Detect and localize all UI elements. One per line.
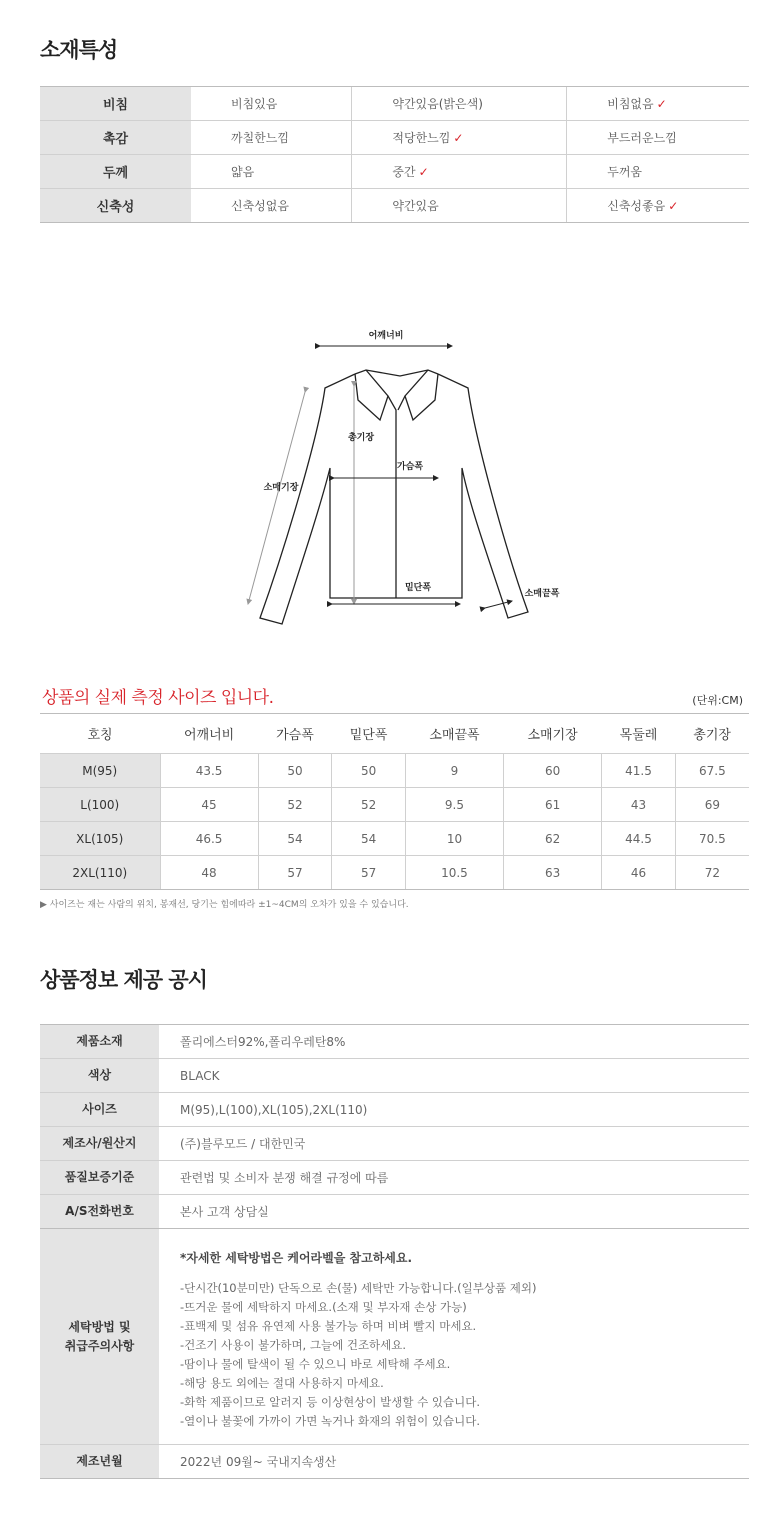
- label-shoulder: 어깨너비: [368, 331, 404, 341]
- material-option-label: 중간: [392, 165, 416, 179]
- material-option: [352, 87, 567, 121]
- size-cell: 43: [602, 788, 676, 822]
- size-cell: 54: [258, 822, 332, 856]
- size-col-header: 소매기장: [504, 714, 602, 754]
- material-option: [191, 87, 352, 121]
- size-cell: 9.5: [405, 788, 503, 822]
- wash-line: -단시간(10분미만) 단독으로 손(물) 세탁만 가능합니다.(일부상품 제외): [180, 1281, 537, 1295]
- material-option: [191, 121, 352, 155]
- size-cell: 41.5: [602, 754, 676, 788]
- material-option: [352, 155, 567, 189]
- size-cell: 72: [675, 856, 749, 890]
- check-icon: ✓: [656, 97, 667, 111]
- wash-title: *자세한 세탁방법은 케어라벨을 참고하세요.: [180, 1251, 413, 1265]
- size-cell: 62: [504, 822, 602, 856]
- size-cell: 43.5: [160, 754, 258, 788]
- material-option: [191, 155, 352, 189]
- measurement-diagram: [230, 318, 590, 638]
- info-row: [40, 1195, 749, 1229]
- material-option: [352, 189, 567, 223]
- size-heading: 상품의 실제 측정 사이즈 입니다.: [42, 688, 274, 708]
- label-cuff: 소매끝폭: [524, 589, 560, 599]
- size-col-header: 가슴폭: [258, 714, 332, 754]
- material-option: [567, 121, 749, 155]
- material-row: [40, 87, 749, 121]
- material-option-label: 부드러운느낌: [607, 131, 677, 145]
- label-chest: 가슴폭: [396, 462, 424, 472]
- size-row: [40, 822, 749, 856]
- material-option: [352, 121, 567, 155]
- info-key: A/S전화번호: [40, 1195, 159, 1229]
- info-key: 제조사/원산지: [40, 1127, 159, 1161]
- size-cell: 60: [504, 754, 602, 788]
- material-row-label: 두께: [40, 155, 191, 189]
- material-option-label: 까칠한느낌: [231, 131, 289, 145]
- size-row-name: 2XL(110): [40, 856, 160, 890]
- size-cell: 57: [258, 856, 332, 890]
- info-row: [40, 1161, 749, 1195]
- label-hem: 밑단폭: [404, 583, 432, 593]
- size-cell: 67.5: [675, 754, 749, 788]
- material-option-label: 약간있음: [392, 199, 439, 213]
- material-row-label: 신축성: [40, 189, 191, 223]
- wash-line: -화학 제품이므로 알러지 등 이상현상이 발생할 수 있습니다.: [180, 1395, 481, 1409]
- size-cell: 61: [504, 788, 602, 822]
- size-col-header: 어깨너비: [160, 714, 258, 754]
- material-row: [40, 189, 749, 223]
- info-value: 관련법 및 소비자 분쟁 해결 규정에 따름: [159, 1161, 749, 1195]
- size-note: ▶ 사이즈는 재는 사람의 위치, 봉재선, 당기는 힘에따라 ±1~4CM의 오차가 있을 수 있습니다.: [40, 900, 409, 910]
- wash-lines: [180, 1279, 749, 1431]
- size-cell: 54: [332, 822, 406, 856]
- size-cell: 52: [332, 788, 406, 822]
- size-cell: 44.5: [602, 822, 676, 856]
- wash-line: -열이나 불꽃에 가까이 가면 녹거나 화재의 위험이 있습니다.: [180, 1414, 481, 1428]
- size-table: [40, 713, 749, 890]
- material-option-label: 약간있음(밝은색): [392, 97, 483, 111]
- size-col-header: 소매끝폭: [405, 714, 503, 754]
- size-col-header: 목둘레: [602, 714, 676, 754]
- size-cell: 63: [504, 856, 602, 890]
- material-option-label: 신축성좋음: [607, 199, 666, 213]
- wash-key-line1: 세탁방법 및: [68, 1319, 131, 1334]
- info-value-wash: [159, 1229, 749, 1445]
- info-key: 제품소재: [40, 1025, 159, 1059]
- size-row-name: M(95): [40, 754, 160, 788]
- check-icon: ✓: [418, 165, 429, 179]
- info-row-date: [40, 1445, 749, 1479]
- size-cell: 50: [332, 754, 406, 788]
- info-row: [40, 1025, 749, 1059]
- material-table: [40, 86, 749, 223]
- material-option-label: 신축성없음: [231, 199, 289, 213]
- size-cell: 46: [602, 856, 676, 890]
- info-row: [40, 1059, 749, 1093]
- size-cell: 50: [258, 754, 332, 788]
- size-col-header: 호칭: [40, 714, 160, 754]
- size-unit: (단위:CM): [692, 694, 743, 707]
- size-cell: 10.5: [405, 856, 503, 890]
- material-option: [191, 189, 352, 223]
- info-key: 사이즈: [40, 1093, 159, 1127]
- material-option: [567, 189, 749, 223]
- material-option-label: 두꺼움: [607, 165, 643, 179]
- info-row-wash: [40, 1229, 749, 1445]
- info-row: [40, 1127, 749, 1161]
- size-cell: 46.5: [160, 822, 258, 856]
- product-info-table: [40, 1024, 749, 1479]
- size-cell: 48: [160, 856, 258, 890]
- check-icon: ✓: [453, 131, 464, 145]
- size-row: [40, 788, 749, 822]
- info-key-wash: [40, 1229, 159, 1445]
- size-cell: 45: [160, 788, 258, 822]
- material-option-label: 비침있음: [231, 97, 278, 111]
- material-option-label: 적당한느낌: [392, 131, 451, 145]
- size-cell: 69: [675, 788, 749, 822]
- info-value: (주)블루모드 / 대한민국: [159, 1127, 749, 1161]
- wash-line: -해당 용도 외에는 절대 사용하지 마세요.: [180, 1376, 384, 1390]
- size-cell: 70.5: [675, 822, 749, 856]
- wash-line: -건조기 사용이 불가하며, 그늘에 건조하세요.: [180, 1338, 407, 1352]
- size-row-name: L(100): [40, 788, 160, 822]
- size-cell: 52: [258, 788, 332, 822]
- material-option-label: 얇음: [231, 165, 255, 179]
- size-row: [40, 754, 749, 788]
- size-col-header: 총기장: [675, 714, 749, 754]
- wash-line: -표백제 및 섬유 유연제 사용 불가능 하며 비벼 빨지 마세요.: [180, 1319, 477, 1333]
- check-icon: ✓: [668, 199, 679, 213]
- info-key: 색상: [40, 1059, 159, 1093]
- size-col-header: 밑단폭: [332, 714, 406, 754]
- size-row: [40, 856, 749, 890]
- info-value: M(95),L(100),XL(105),2XL(110): [159, 1093, 749, 1127]
- material-row: [40, 155, 749, 189]
- info-value: BLACK: [159, 1059, 749, 1093]
- wash-key-line2: 취급주의사항: [64, 1338, 135, 1353]
- material-row: [40, 121, 749, 155]
- info-row: [40, 1093, 749, 1127]
- info-key: 품질보증기준: [40, 1161, 159, 1195]
- size-cell: 9: [405, 754, 503, 788]
- size-cell: 10: [405, 822, 503, 856]
- info-value-date: 2022년 09월~ 국내지속생산: [159, 1445, 749, 1479]
- material-option: [567, 155, 749, 189]
- label-total-length: 총기장: [347, 433, 375, 443]
- material-option-label: 비침없음: [607, 97, 654, 111]
- info-value: 폴리에스터92%,폴리우레탄8%: [159, 1025, 749, 1059]
- size-row-name: XL(105): [40, 822, 160, 856]
- wash-line: -뜨거운 물에 세탁하지 마세요.(소재 및 부자재 손상 가능): [180, 1300, 467, 1314]
- material-option: [567, 87, 749, 121]
- label-sleeve-length: 소매기장: [263, 483, 299, 493]
- info-key-date: 제조년월: [40, 1445, 159, 1479]
- info-value: 본사 고객 상담실: [159, 1195, 749, 1229]
- wash-line: -땀이나 물에 탈색이 될 수 있으니 바로 세탁해 주세요.: [180, 1357, 451, 1371]
- material-row-label: 비침: [40, 87, 191, 121]
- material-row-label: 촉감: [40, 121, 191, 155]
- info-section-title: 상품정보 제공 공시: [40, 968, 207, 992]
- material-section-title: 소재특성: [40, 38, 118, 62]
- size-cell: 57: [332, 856, 406, 890]
